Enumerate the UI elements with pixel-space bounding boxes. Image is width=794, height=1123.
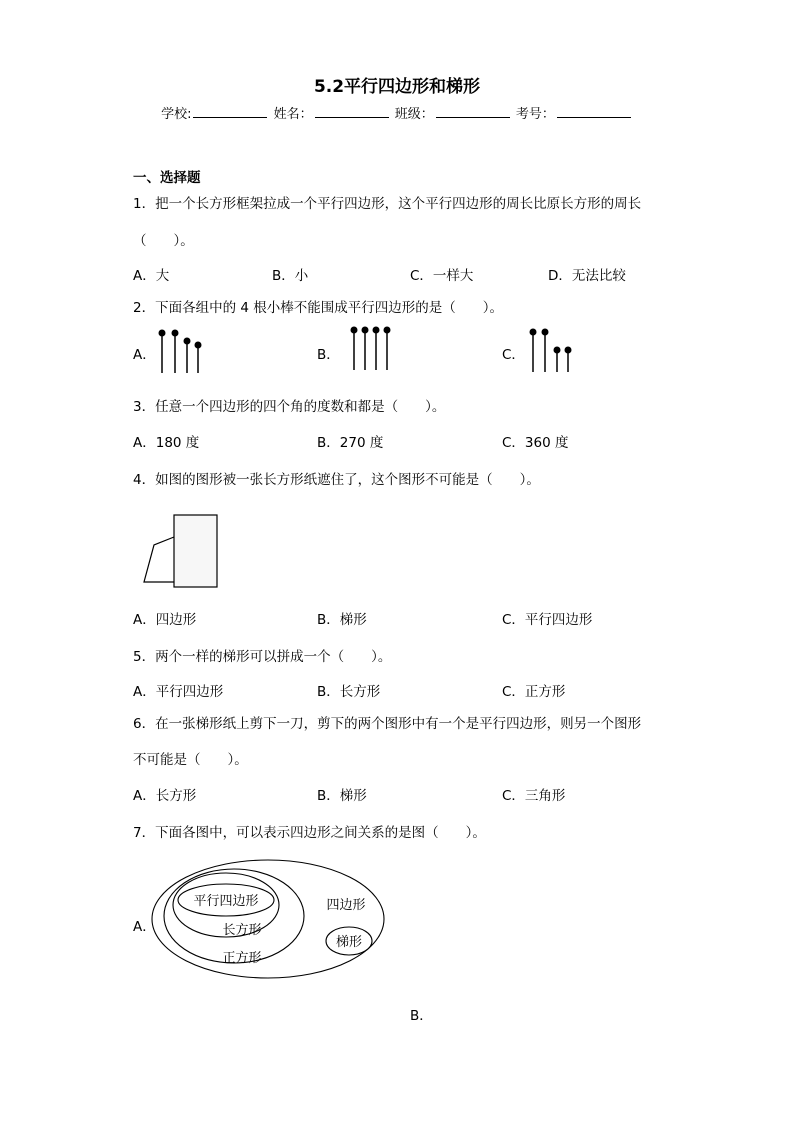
q6-option-c[interactable]: C．三角形	[502, 788, 566, 804]
q7-option-a[interactable]: A．	[133, 919, 156, 935]
question-6-text-cont: 不可能是（ ）。	[133, 752, 248, 768]
q4-covered-figure	[140, 512, 222, 590]
question-6-text: 6．在一张梯形纸上剪下一刀，剪下的两个图形中有一个是平行四边形，则另一个图形	[133, 716, 642, 732]
question-3-text: 3．任意一个四边形的四个角的度数和都是（ ）。	[133, 399, 446, 415]
class-label: 班级：	[394, 107, 434, 122]
exam-no-label: 考号：	[515, 107, 555, 122]
q2-sticks-a	[155, 326, 205, 376]
venn-label-quadrilateral: 四边形	[326, 898, 366, 913]
class-blank[interactable]	[436, 105, 510, 118]
q5-option-b[interactable]: B．长方形	[317, 684, 381, 700]
school-blank[interactable]	[193, 105, 267, 118]
q1-option-d[interactable]: D．无法比较	[548, 268, 626, 284]
page-title: 5.2平行四边形和梯形	[313, 77, 481, 97]
question-1-text-cont: （ ）。	[133, 233, 194, 249]
q2-sticks-c	[525, 326, 575, 376]
q7-option-b[interactable]: B．	[410, 1008, 433, 1024]
q2-option-a[interactable]: A．	[133, 347, 156, 363]
q1-option-c[interactable]: C．一样大	[410, 268, 474, 284]
q6-option-a[interactable]: A．长方形	[133, 788, 197, 804]
q1-option-b[interactable]: B．小	[272, 268, 309, 284]
question-1-text: 1．把一个长方形框架拉成一个平行四边形，这个平行四边形的周长比原长方形的周长	[133, 196, 642, 212]
venn-label-parallelogram: 平行四边形	[193, 894, 259, 909]
q7-venn-diagram-a	[150, 858, 390, 990]
q4-option-b[interactable]: B．梯形	[317, 612, 367, 628]
name-blank[interactable]	[315, 105, 389, 118]
q2-option-b[interactable]: B．	[317, 347, 340, 363]
q5-option-c[interactable]: C．正方形	[502, 684, 566, 700]
q4-option-a[interactable]: A．四边形	[133, 612, 197, 628]
exam-no-blank[interactable]	[557, 105, 631, 118]
name-label: 姓名：	[273, 107, 313, 122]
q1-option-a[interactable]: A．大	[133, 268, 170, 284]
venn-label-square: 正方形	[222, 951, 262, 966]
q3-option-a[interactable]: A．180 度	[133, 435, 200, 451]
q4-option-c[interactable]: C．平行四边形	[502, 612, 593, 628]
venn-quadrilateral-ellipse	[152, 860, 384, 978]
venn-label-rectangle: 长方形	[222, 923, 262, 938]
q6-option-b[interactable]: B．梯形	[317, 788, 367, 804]
question-2-text: 2．下面各组中的 4 根小棒不能围成平行四边形的是（ ）。	[133, 300, 504, 316]
q3-option-b[interactable]: B．270 度	[317, 435, 384, 451]
question-4-text: 4．如图的图形被一张长方形纸遮住了，这个图形不可能是（ ）。	[133, 472, 540, 488]
venn-label-trapezoid: 梯形	[335, 935, 363, 950]
q5-option-a[interactable]: A．平行四边形	[133, 684, 224, 700]
question-5-text: 5．两个一样的梯形可以拼成一个（ ）。	[133, 649, 392, 665]
question-7-text: 7．下面各图中，可以表示四边形之间关系的是图（ ）。	[133, 825, 486, 841]
student-info-line	[0, 103, 794, 122]
school-label: 学校:	[161, 107, 192, 122]
q2-option-c[interactable]: C．	[502, 347, 525, 363]
q2-sticks-b	[345, 324, 395, 374]
section-heading: 一、选择题	[133, 170, 201, 186]
q3-option-c[interactable]: C．360 度	[502, 435, 569, 451]
